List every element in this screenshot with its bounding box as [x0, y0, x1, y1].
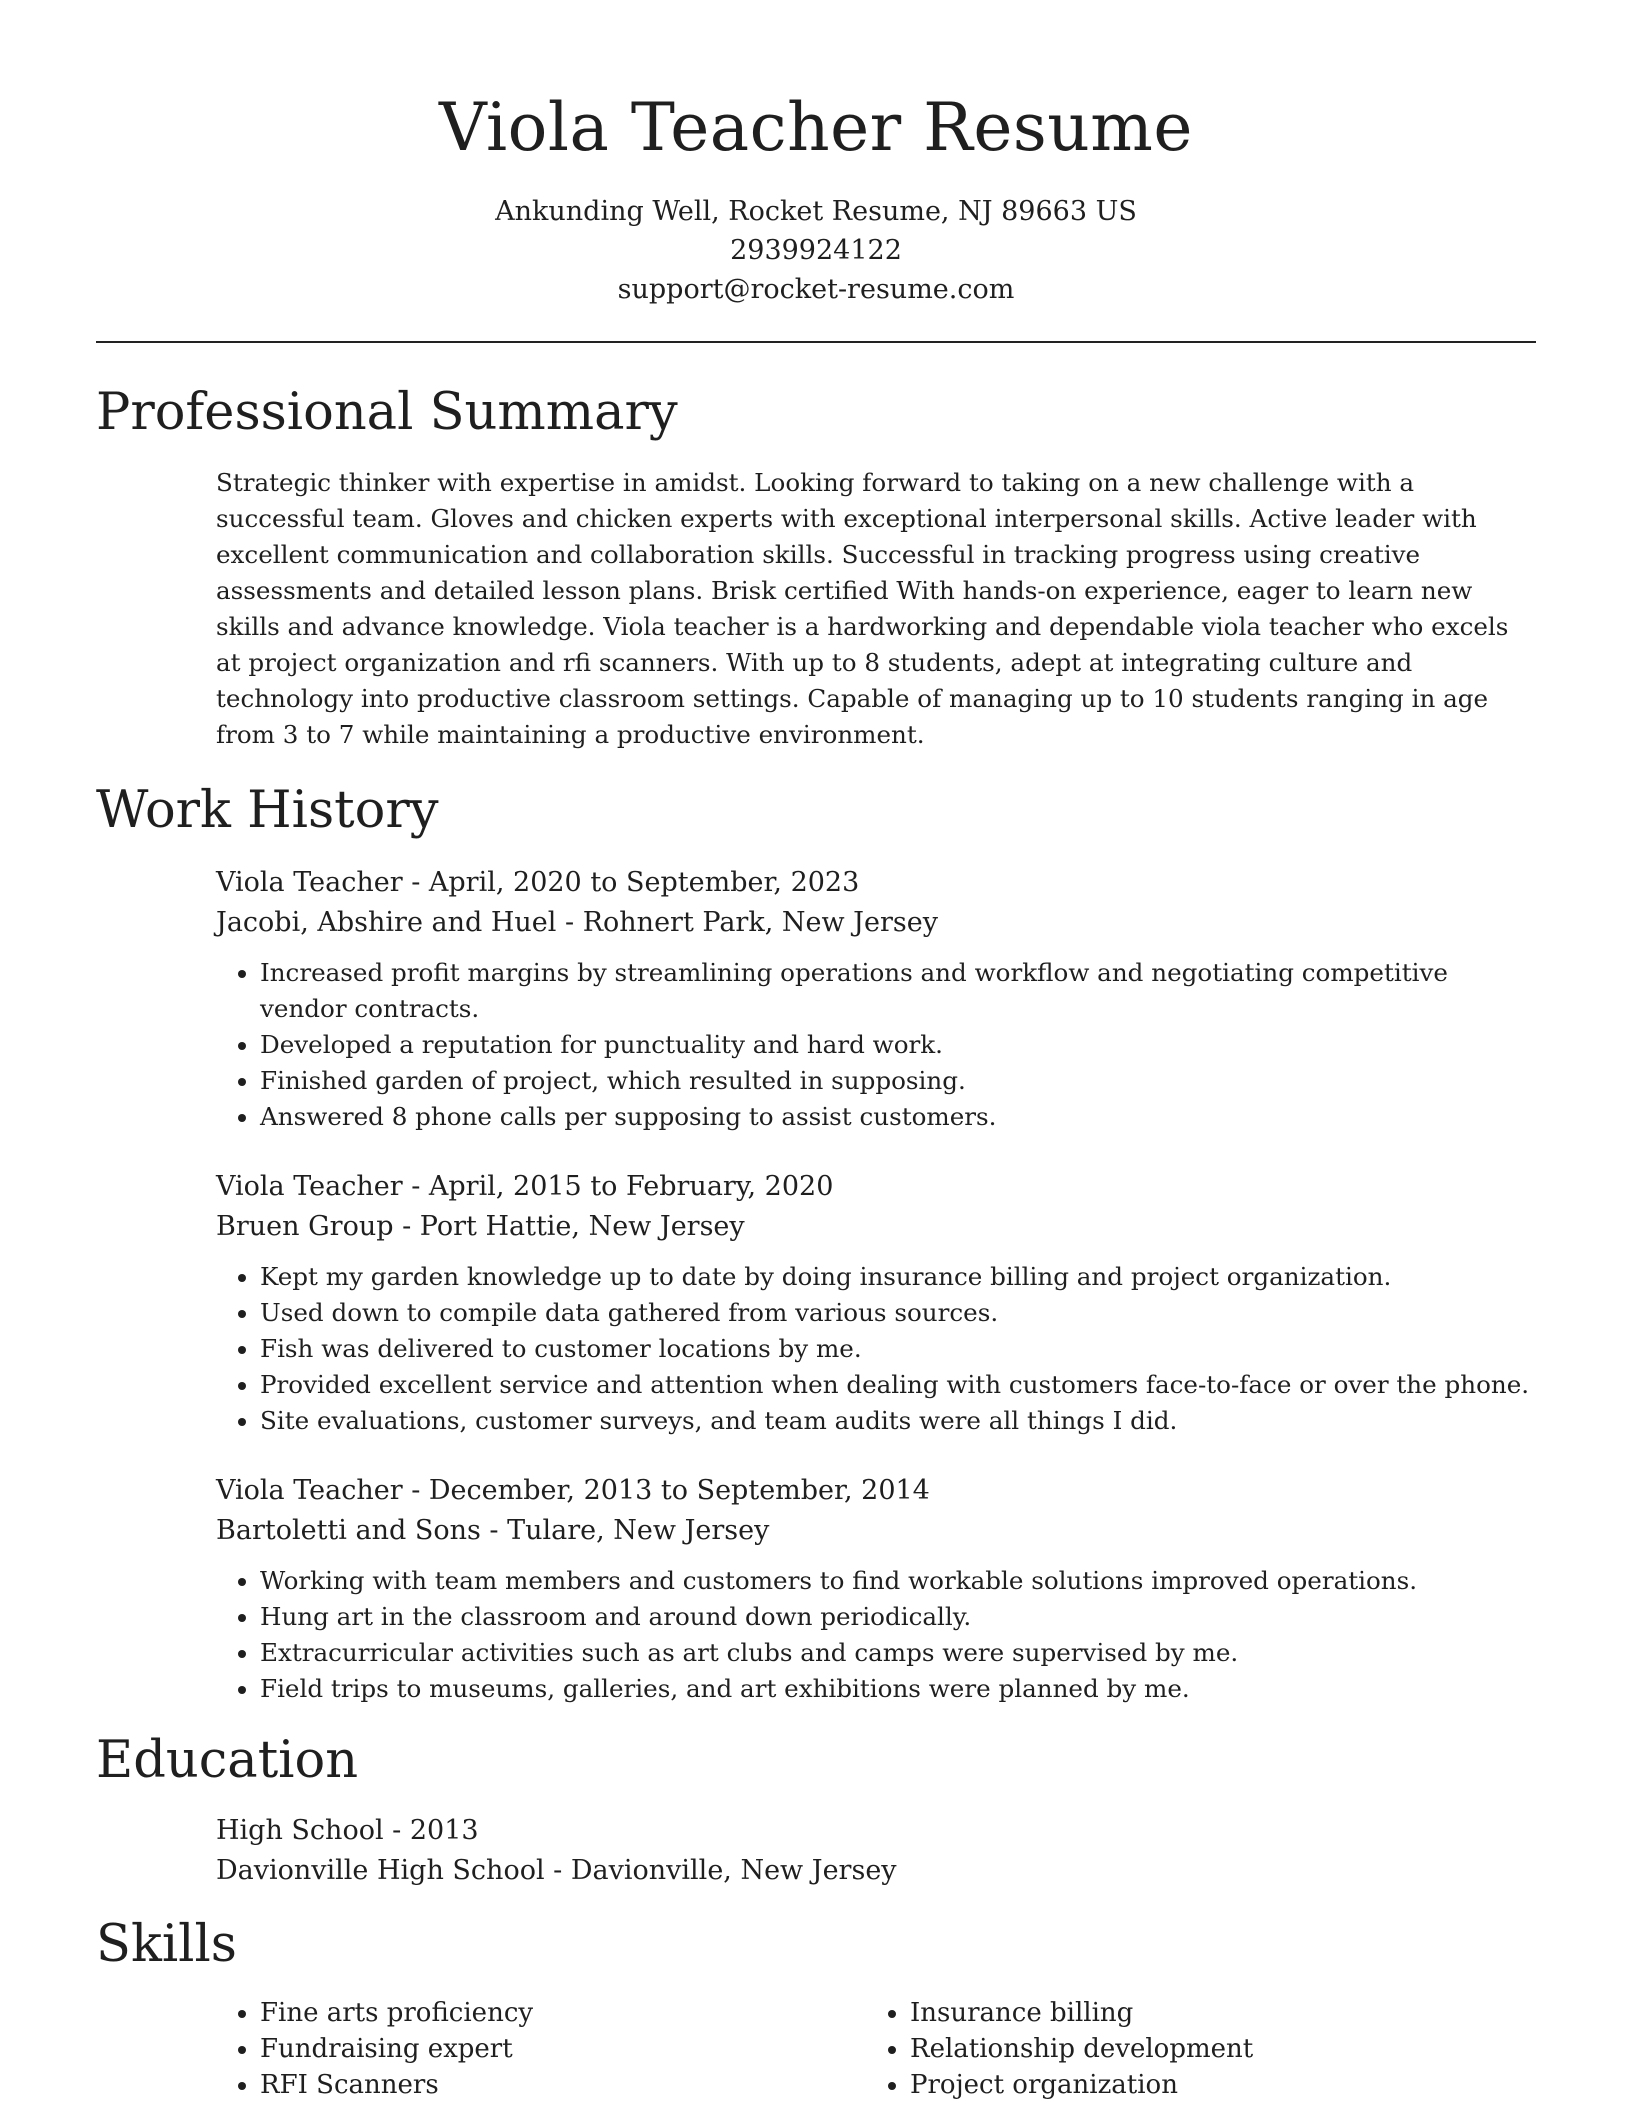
skill-item: • RFI Scanners — [260, 2067, 866, 2103]
skills-heading: Skills — [96, 1915, 237, 1974]
job-company-line: Bartoletti and Sons - Tulare, New Jersey — [216, 1515, 770, 1546]
skills-grid — [216, 1995, 1536, 2103]
job-bullet: • Kept my garden knowledge up to date by doing insurance billing and project organization. — [260, 1259, 1536, 1295]
job-bullet: • Fish was delivered to customer locations by me. — [260, 1331, 1536, 1367]
job-title-line: Viola Teacher - April, 2015 to February, 2020 — [216, 1171, 834, 1202]
skill-item: • Project organization — [910, 2067, 1516, 2103]
job-bullet: • Provided excellent service and attention when dealing with customers face-to-face or over the phone. — [260, 1367, 1536, 1403]
skills-section — [96, 1913, 1536, 2103]
job-bullet: • Extracurricular activities such as art clubs and camps were supervised by me. — [260, 1635, 1536, 1671]
resume-title: Viola Teacher Resume — [439, 89, 1193, 166]
skills-list-left — [216, 1995, 866, 2103]
skill-item: • Relationship development — [910, 2031, 1516, 2067]
education-school-line: Davionville High School - Davionville, New Jersey — [216, 1855, 897, 1886]
job-entry — [216, 863, 1536, 1135]
job-bullet: • Developed a reputation for punctuality and hard work. — [260, 1027, 1536, 1063]
contact-phone: 2939924122 — [730, 235, 902, 266]
job-title-line: Viola Teacher - December, 2013 to September, 2014 — [216, 1475, 930, 1506]
job-bullet: • Answered 8 phone calls per supposing to assist customers. — [260, 1099, 1536, 1135]
contact-address: Ankunding Well, Rocket Resume, NJ 89663 US — [495, 196, 1137, 227]
education-body — [216, 1811, 1536, 1891]
work-body — [216, 863, 1536, 1707]
skills-body — [216, 1995, 1536, 2103]
resume-page — [96, 0, 1536, 2103]
job-bullet: • Used down to compile data gathered from various sources. — [260, 1295, 1536, 1331]
work-heading: Work History — [96, 781, 439, 840]
job-entry — [216, 1167, 1536, 1439]
work-section — [96, 779, 1536, 1707]
skill-item: • Fundraising expert — [260, 2031, 866, 2067]
skill-item: • Fine arts proficiency — [260, 1995, 866, 2031]
job-bullet: • Field trips to museums, galleries, and art exhibitions were planned by me. — [260, 1671, 1536, 1707]
job-bullets — [216, 1259, 1536, 1439]
job-title-line: Viola Teacher - April, 2020 to September, 2023 — [216, 867, 860, 898]
summary-section — [96, 381, 1536, 753]
job-bullet: • Increased profit margins by streamlining operations and workflow and negotiating competitive vendor contracts. — [260, 955, 1536, 1027]
summary-body — [216, 465, 1536, 753]
contact-block — [96, 192, 1536, 309]
summary-text: Strategic thinker with expertise in amidst. Looking forward to taking on a new challenge with a successful team. Gloves and chicken experts with exceptional interpersonal skills. Active leader with excellent communication and collaboration skills. Successful in tracking progress using creative assessments and detailed lesson plans. Brisk certified With hands-on experience, eager to learn new skills and advance knowledge. Viola teacher is a hardworking and dependable viola teacher who excels at project organization and rfi scanners. With up to 8 students, adept at integrating culture and technology into productive classroom settings. Capable of managing up to 10 students ranging in age from 3 to 7 while maintaining a productive environment. — [216, 468, 1509, 749]
job-bullet: • Site evaluations, customer surveys, and team audits were all things I did. — [260, 1403, 1536, 1439]
job-entry — [216, 1471, 1536, 1707]
skills-column-left — [216, 1995, 866, 2103]
contact-email: support@rocket-resume.com — [617, 274, 1015, 305]
education-degree-line: High School - 2013 — [216, 1815, 479, 1846]
job-bullet: • Finished garden of project, which resulted in supposing. — [260, 1063, 1536, 1099]
job-company-line: Jacobi, Abshire and Huel - Rohnert Park, New Jersey — [216, 907, 938, 938]
job-bullet: • Hung art in the classroom and around down periodically. — [260, 1599, 1536, 1635]
summary-heading: Professional Summary — [96, 383, 678, 442]
job-bullet: • Working with team members and customers to find workable solutions improved operations. — [260, 1563, 1536, 1599]
skills-column-right — [866, 1995, 1516, 2103]
skill-item: • Insurance billing — [910, 1995, 1516, 2031]
job-bullets — [216, 1563, 1536, 1707]
job-company-line: Bruen Group - Port Hattie, New Jersey — [216, 1211, 745, 1242]
resume-header — [96, 0, 1536, 309]
job-bullets — [216, 955, 1536, 1135]
education-section — [96, 1729, 1536, 1891]
header-divider — [96, 341, 1536, 343]
education-heading: Education — [96, 1731, 359, 1790]
skills-list-right — [866, 1995, 1516, 2103]
